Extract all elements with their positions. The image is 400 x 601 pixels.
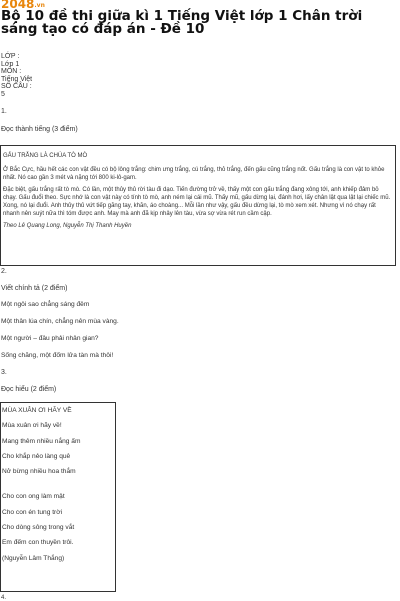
poem-line: Cho khắp nẻo làng quê [2,452,71,460]
dictation-line: Một thân lúa chín, chẳng nên mùa vàng. [1,318,119,325]
question-1-number: 1. [1,108,7,115]
poem-line: Em đếm con thuyền trôi. [2,539,74,547]
dictation-line: Một người – đâu phải nhân gian? [1,335,99,342]
poem-author: (Nguyễn Lâm Thắng) [2,554,65,562]
question-3-number: 3. [1,369,7,376]
subject-label: MÔN : [1,68,22,76]
passage-paragraph: Ở Bắc Cực, hầu hết các con vật đều có bộ lông trắng: chim ưng trắng, cú trắng, thỏ trắng, đến gấu cũng trắng nốt. Gấu trắng là con vật to khỏe nhất. Nó cao gần 3 mét và nặng tới 800 ki-lô-gam. [3,167,385,181]
passage-paragraph: Đặc biệt, gấu trắng rất tò mò. Có lần, một thủy thủ rời tàu đi dạo. Tiến đường trở về, thấy một con gấu trắng đang xông tới, anh khiếp đảm bỏ chạy. Gấu đuổi theo. Sực nhớ là con vật này có tính tò mò, anh ném lại cái mũ. Thấy mũ, gấu dừng lại, đánh hơi, lấy chân lật qua lật lại chiếc mũ. Xong, nó lại đuổi. Anh thủy thủ vứt tiếp găng tay, khăn, áo choàng... Mỗi lần như vậy, gấu đều dừng lại, tò mò xem xét. Nhưng vì nó chạy rất nhanh nên suýt nữa thì tóm được anh. May mà anh đã kịp nhảy lên tàu, vừa sợ vừa rét run cầm cập. [3,187,391,217]
poem-line: Cho con én tung trời [2,508,63,516]
dictation-line: Một ngôi sao chẳng sáng đêm [1,301,90,308]
site-logo[interactable]: 2048.vn [1,0,45,11]
question-2-number: 2. [1,268,7,275]
poem-title: MÙA XUÂN ƠI HÃY VỀ [2,407,72,414]
passage-source: Theo Lê Quang Long, Nguyễn Thị Thanh Huyền [3,223,132,229]
poem-line: Mùa xuân ơi hãy về! [2,422,62,430]
passage-title: GẤU TRẮNG LÀ CHÚA TÒ MÒ [3,153,88,159]
exam-meta [1,53,32,99]
question-4-number: 4. [1,595,7,601]
question-count-value: 5 [1,90,5,98]
reading-passage-box [0,145,396,266]
poem-box [0,402,116,592]
question-1-heading: Đọc thành tiếng (3 điểm) [1,126,78,133]
dictation-line: Sống chăng, một đốm lửa tàn mà thôi! [1,352,114,359]
grade-value: Lớp 1 [1,60,20,68]
page-title: Bộ 10 đề thi giữa kì 1 Tiếng Việt lớp 1 Chân trời sáng tạo có đáp án - Đề 10 [1,8,363,37]
poem-line: Cho con ong làm mật [2,493,65,501]
question-3-heading: Đọc hiểu (2 điểm) [1,386,57,393]
poem-line: Nở bừng nhiều hoa thắm [2,468,76,476]
subject-value: Tiếng Việt [1,75,33,83]
question-2-heading: Viết chính tả (2 điểm) [1,285,68,292]
poem-line: Cho dòng sông trong vắt [2,524,75,532]
question-count-label: SỐ CÂU : [1,83,32,91]
stanza-gap [2,483,115,493]
grade-label: LỚP : [1,53,20,60]
poem-line: Mang thêm nhiều nắng ấm [2,437,81,445]
